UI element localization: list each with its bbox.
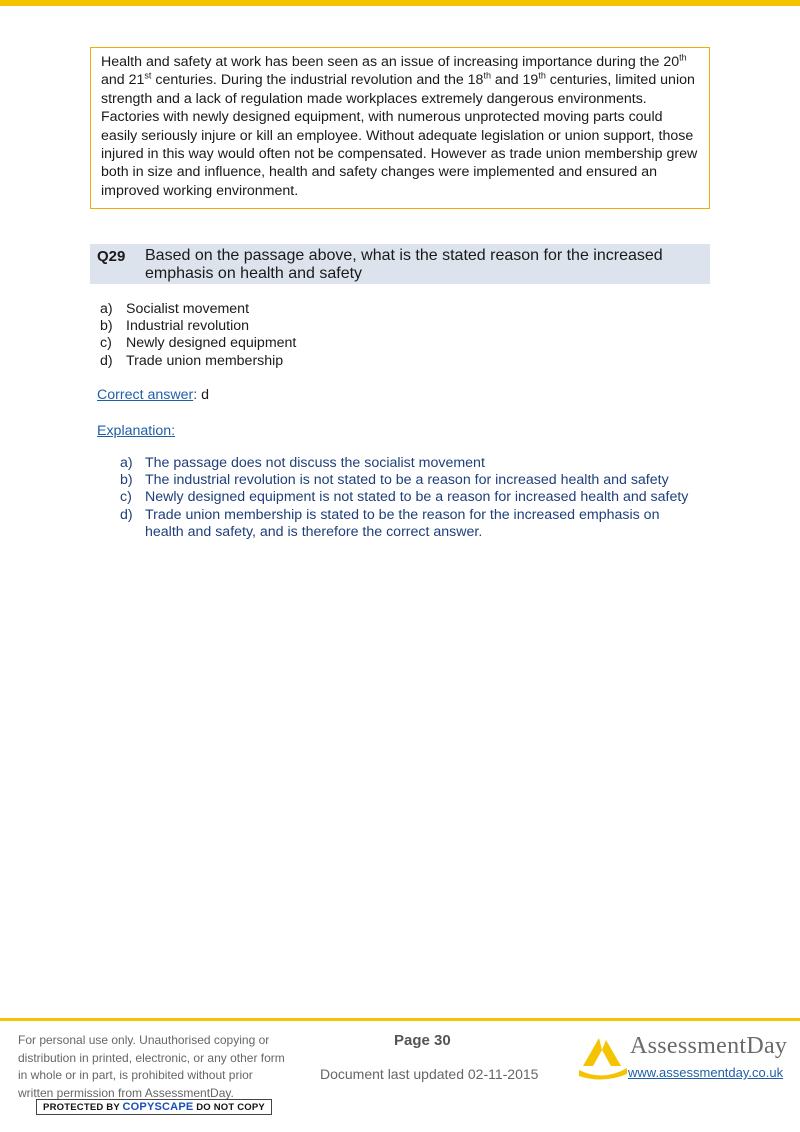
- copyscape-brand: COPYSCAPE: [122, 1101, 194, 1113]
- question-number: Q29: [97, 248, 126, 265]
- correct-answer-link[interactable]: Correct answer: [97, 387, 194, 403]
- option-text: Newly designed equipment: [126, 335, 297, 352]
- option-b: [100, 318, 660, 335]
- option-c: [100, 335, 660, 352]
- explanation-text: The passage does not discuss the socialist movement: [145, 455, 485, 471]
- explanation-item: [120, 472, 700, 489]
- explanation-text: Trade union membership is stated to be the reason for the increased emphasis on health and safety, and is therefore the correct answer.: [145, 506, 660, 540]
- passage-text: and 19: [490, 72, 539, 89]
- passage-text: Health and safety at work has been seen as an issue of increasing importance during the 20: [101, 54, 680, 70]
- ordinal-suffix: th: [483, 70, 491, 81]
- explanation-link[interactable]: Explanation:: [97, 423, 176, 439]
- copyscape-text: DO NOT COPY: [193, 1102, 265, 1113]
- option-text: Socialist movement: [126, 301, 250, 317]
- explanation-label: c): [120, 489, 132, 506]
- ordinal-suffix: th: [538, 70, 546, 81]
- explanation-list: [120, 455, 700, 541]
- option-label: b): [100, 318, 113, 335]
- option-a: [100, 301, 660, 318]
- assessmentday-logo-icon: [577, 1036, 629, 1080]
- explanation-label: b): [120, 472, 133, 489]
- option-label: a): [100, 301, 113, 317]
- explanation-item: [120, 455, 700, 472]
- question-bar: [90, 244, 710, 284]
- passage-text: centuries, limited union strength and a lack of regulation made workplaces extremely dangerous environments. Factories with newly designed equipment, with numerous unprotected moving parts could easily seriously injure or kill an employee. Without adequate legislation or union support, those injured in this way would often not be compensated. However as trade union membership grew both in size and influence, health and safety changes were implemented and ensured an improved working environment.: [101, 72, 698, 199]
- passage-box: [90, 47, 710, 209]
- copyscape-text: PROTECTED BY: [43, 1102, 123, 1113]
- copyscape-badge[interactable]: [36, 1099, 272, 1115]
- page-number: Page 30: [394, 1032, 451, 1049]
- option-text: Industrial revolution: [126, 318, 250, 335]
- answer-separator: :: [193, 387, 202, 403]
- ordinal-suffix: st: [144, 70, 152, 81]
- explanation-text: The industrial revolution is not stated to be a reason for increased health and safety: [145, 472, 669, 489]
- top-accent-bar: [0, 0, 800, 6]
- explanation-label: d): [120, 506, 133, 523]
- option-label: d): [100, 352, 113, 369]
- option-label: c): [100, 335, 112, 352]
- explanation-label: a): [120, 455, 133, 471]
- brand-url-link[interactable]: www.assessmentday.co.uk: [628, 1065, 784, 1080]
- correct-answer: [97, 387, 209, 403]
- ordinal-suffix: th: [679, 52, 687, 63]
- explanation-item: [120, 489, 700, 506]
- answer-options: [100, 301, 660, 370]
- explanation-item: [120, 507, 700, 541]
- passage-text: centuries. During the industrial revolution and the 18: [151, 72, 484, 89]
- brand-name: AssessmentDay: [630, 1033, 788, 1059]
- correct-answer-value: d: [201, 387, 209, 403]
- question-text: Based on the passage above, what is the stated reason for the increased emphasis on health and safety: [145, 247, 663, 282]
- footer-divider: [0, 1018, 800, 1021]
- option-d: [100, 353, 660, 370]
- option-text: Trade union membership: [126, 352, 284, 369]
- explanation-text: Newly designed equipment is not stated to be a reason for increased health and safety: [145, 489, 689, 506]
- copyright-notice: For personal use only. Unauthorised copying or distribution in printed, electronic, or any other form in whole or in part, is prohibited without prior written permission from AssessmentDay.: [18, 1033, 285, 1100]
- document-updated: Document last updated 02-11-2015: [320, 1066, 539, 1082]
- passage-text: and 21: [101, 72, 145, 89]
